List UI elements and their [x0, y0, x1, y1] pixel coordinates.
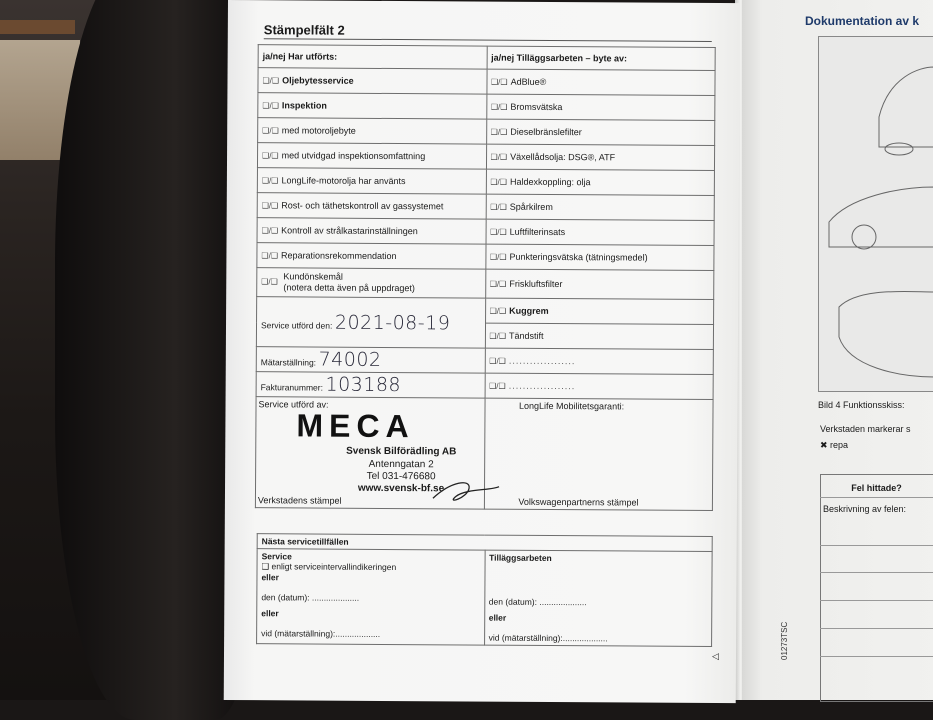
meca-logo: MECA — [296, 407, 415, 445]
line — [820, 628, 933, 629]
odometer-field[interactable]: Mätarställning: 74002 — [256, 347, 485, 373]
check-row[interactable]: ❑/❑ Luftfilterinsats — [486, 219, 715, 245]
title-rule — [264, 38, 712, 42]
check-row[interactable]: ❑/❑ Spårkilrem — [486, 194, 715, 220]
invoice-field[interactable]: Fakturanummer: 103188 — [256, 372, 485, 398]
line — [820, 600, 933, 601]
check-row[interactable]: ❑/❑ Friskluftsfilter — [485, 269, 714, 299]
handwritten-odometer: 74002 — [318, 348, 382, 371]
check-row[interactable]: ❑/❑ Kuggrem — [485, 298, 714, 324]
check-row[interactable]: ❑/❑ med utvidgad inspektionsomfattning — [257, 143, 486, 169]
divider — [820, 497, 933, 498]
car-function-sketch — [818, 36, 933, 392]
dashboard-wood-trim — [0, 20, 75, 34]
check-row[interactable]: ❑/❑ ................... — [485, 348, 714, 374]
check-row[interactable]: ❑/❑ AdBlue® — [486, 69, 715, 95]
scratch-legend: ✖ repa — [820, 440, 849, 450]
service-stamp-form — [255, 44, 716, 511]
right-page-title: Dokumentation av k — [805, 14, 920, 28]
background-car-interior — [0, 0, 250, 700]
handwritten-invoice: 103188 — [325, 373, 402, 397]
triangle-icon: ◁ — [711, 650, 719, 662]
line — [820, 656, 933, 657]
check-row[interactable]: ❑/❑ LongLife-motorolja har använts — [257, 168, 486, 194]
defects-title: Fel hittade? — [851, 483, 902, 493]
figure-caption: Bild 4 Funktionsskiss: — [818, 400, 905, 410]
right-column-header: ja/nej Tilläggsarbeten – byte av: — [487, 46, 716, 70]
check-row[interactable]: ❑/❑ med motoroljebyte — [258, 118, 487, 144]
line — [820, 545, 933, 546]
line — [820, 572, 933, 573]
check-row[interactable]: ❑/❑ Punkteringsvätska (tätningsmedel) — [485, 244, 714, 270]
check-row[interactable]: ❑/❑ Haldexkoppling: olja — [486, 169, 715, 195]
service-date-field[interactable]: Service utförd den: 2021-08-19 — [256, 297, 485, 348]
defects-description-label: Beskrivning av felen: — [823, 504, 907, 514]
handwritten-date: 2021-08-19 — [334, 311, 451, 334]
check-row[interactable]: ❑/❑ ................... — [485, 373, 714, 399]
check-row[interactable]: ❑/❑ Rost- och täthetskontroll av gassystemet — [257, 193, 486, 219]
next-extra-work-cell[interactable]: Tilläggsarbeten den (datum): .................... eller vid (mätarställning):................... — [484, 550, 712, 646]
check-row[interactable]: ❑/❑ Växellådsolja: DSG®, ATF — [486, 144, 715, 170]
car-outline-icon — [819, 37, 933, 391]
check-row[interactable]: ❑/❑ Dieselbränslefilter — [486, 119, 715, 145]
workshop-marks-text: Verkstaden markerar s — [820, 424, 911, 434]
left-column-header: ja/nej Har utförts: — [258, 45, 487, 69]
check-row[interactable]: ❑/❑ Reparationsrekommendation — [257, 243, 486, 269]
next-service-table: Nästa servicetillfällen Service ❑ enligt serviceintervallindikeringen eller den (datum): .................... eller vid (mätarställning):................... Tilläggsarbeten den (datum): .................... eller vid (mätarställning):................... — [256, 533, 713, 647]
check-row[interactable]: ❑/❑ Inspektion — [258, 93, 487, 119]
workshop-stamp-cell: Service utförd av: MECA Svensk Bilförädling AB Antenngatan 2 Tel 031-476680 www.svensk-bf.se Verkstadens stämpel — [255, 397, 484, 509]
check-row[interactable]: ❑/❑ Bromsvätska — [486, 94, 715, 120]
vw-stamp-cell: LongLife Mobilitetsgaranti: Volkswagenpartnerns stämpel — [484, 398, 713, 510]
check-row[interactable]: ❑/❑ Kontroll av strålkastarinställningen — [257, 218, 486, 244]
service-book-left-page — [224, 0, 740, 703]
check-row[interactable]: ❑/❑ Kundönskemål (notera detta även på uppdraget) — [257, 268, 486, 298]
check-row[interactable]: ❑/❑ Oljebytesservice — [258, 68, 487, 94]
check-row[interactable]: ❑/❑ Tändstift — [485, 323, 714, 349]
document-code: 01273TSC — [780, 621, 789, 660]
section-title: Stämpelfält 2 — [263, 22, 345, 38]
next-service-cell[interactable]: Service ❑ enligt serviceintervallindikeringen eller den (datum): .................... eller vid (mätarställning):................... — [257, 549, 485, 645]
